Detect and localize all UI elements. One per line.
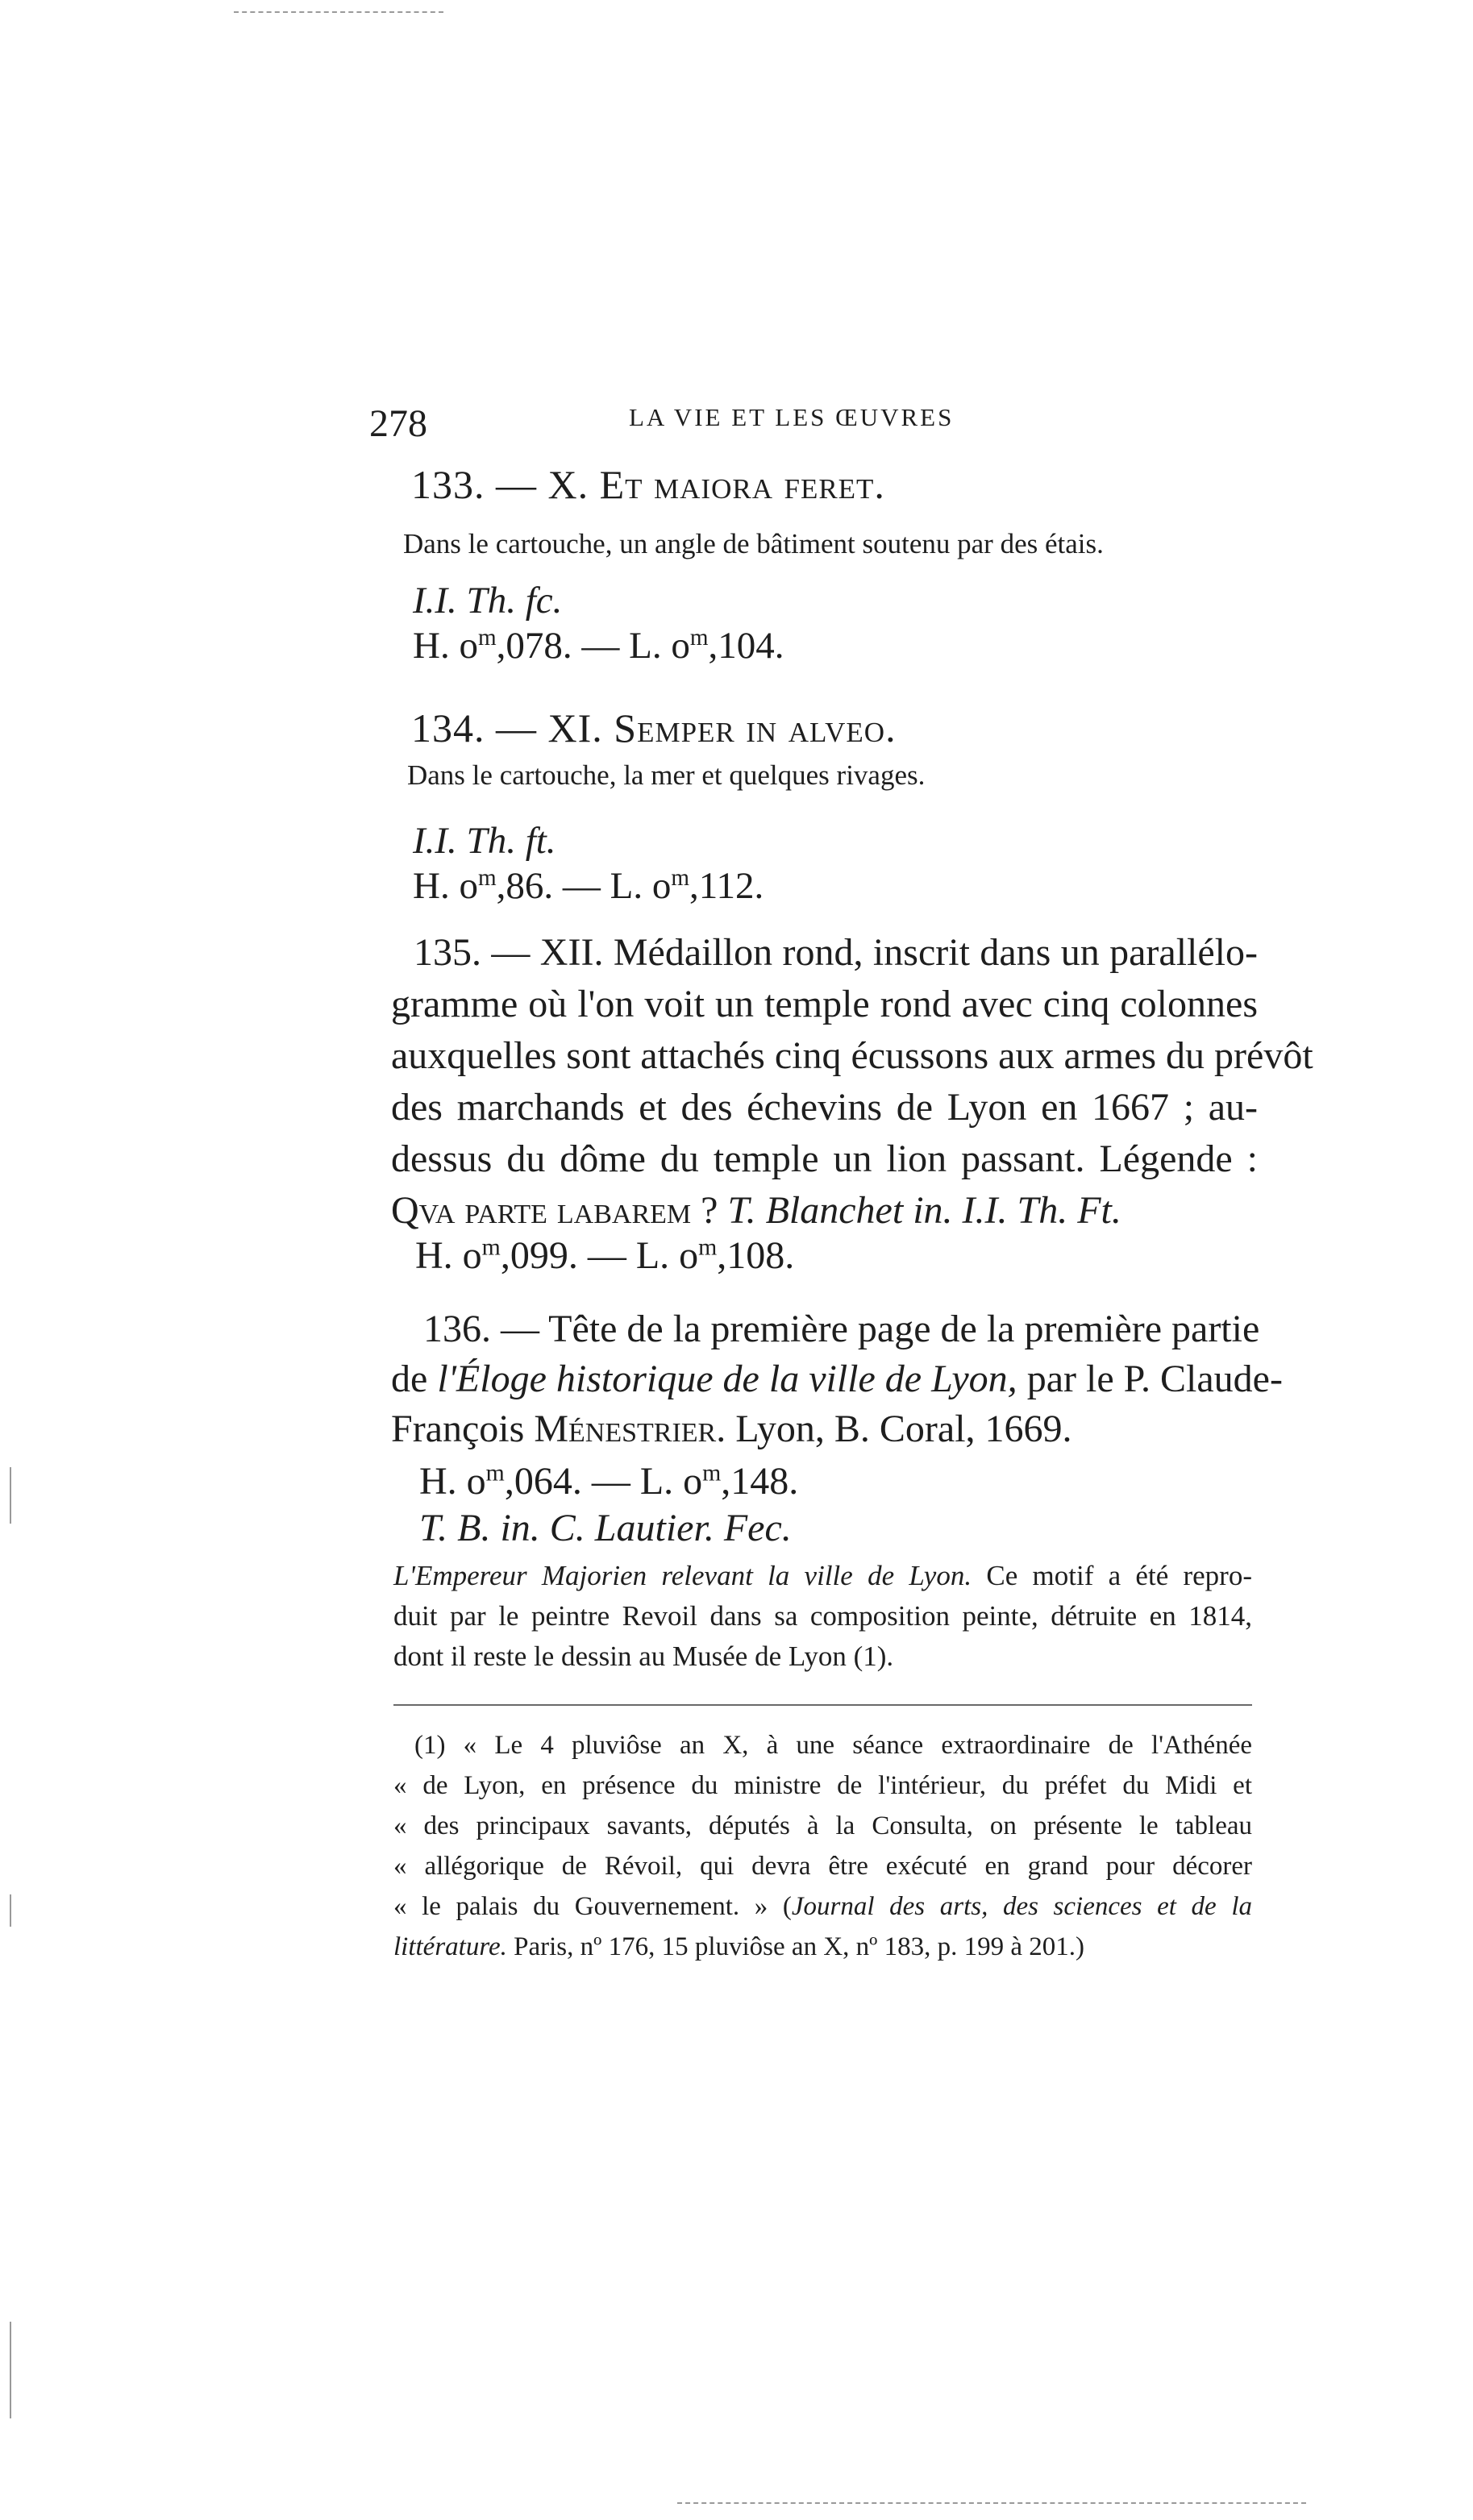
entry-136-note [393, 1556, 1252, 1677]
footnote-line: littérature. Paris, nº 176, 15 pluviôse an X, nº 183, p. 199 à 201.) [393, 1932, 1085, 1961]
entry-133-dimensions: H. $o^m,078$. — L. $o^m,104$. [413, 624, 784, 667]
left-margin-mark [10, 1467, 11, 1524]
entry-136-note-line: dont il reste le dessin au Musée de Lyon (1). [393, 1640, 894, 1672]
left-margin-mark [10, 1894, 11, 1927]
entry-motto: Et maiora feret. [599, 462, 885, 507]
footnote-separator [393, 1704, 1252, 1706]
entry-135-line: gramme où l'on voit un temple rond avec cinq colonnes [391, 983, 1258, 1025]
entry-134-description: Dans le cartouche, la mer et quelques rivages. [407, 759, 926, 791]
entry-136-note-line: L'Empereur Majorien relevant la ville de Lyon. Ce motif a été repro- [393, 1560, 1252, 1591]
entry-136-note-line: duit par le peintre Revoil dans sa composition peinte, détruite en 1814, [393, 1600, 1252, 1632]
entry-136-signature: T. B. in. C. Lautier. Fec. [419, 1507, 792, 1549]
footnote [393, 1725, 1252, 1967]
entry-136-line: François Ménestrier. Lyon, B. Coral, 1669. [391, 1408, 1072, 1450]
page-number: 278 [369, 402, 427, 445]
entry-135-paragraph [391, 927, 1313, 1237]
entry-motto: Semper in alveo. [614, 705, 897, 751]
entry-135-line: des marchands et des échevins de Lyon en 1667 ; au- [391, 1086, 1258, 1129]
entry-134-heading [411, 705, 897, 751]
entry-136-paragraph [391, 1304, 1283, 1454]
entry-134-signature: I.I. Th. ft. [413, 820, 556, 862]
entry-133-heading [411, 461, 885, 508]
entry-135-line: auxquelles sont attachés cinq écussons aux armes du prévôt [391, 1034, 1313, 1077]
entry-135-line: 135. — XII. Médaillon rond, inscrit dans un parallélo- [414, 931, 1258, 974]
footnote-line: « de Lyon, en présence du ministre de l'intérieur, du préfet du Midi et [393, 1771, 1252, 1800]
entry-133-description: Dans le cartouche, un angle de bâtiment soutenu par des étais. [403, 528, 1104, 559]
entry-133-signature: I.I. Th. fc. [413, 580, 563, 622]
entry-number: 133. — X. [411, 462, 589, 507]
footnote-line: « des principaux savants, députés à la Consulta, on présente le tableau [393, 1811, 1252, 1840]
entry-136-dimensions: H. $o^m,064$. — L. $o^m,148$. [419, 1459, 799, 1503]
entry-135-dimensions: H. $o^m,099$. — L. $o^m,108$. [415, 1233, 795, 1277]
left-margin-mark [10, 2322, 11, 2418]
running-title: LA VIE ET LES ŒUVRES [629, 403, 955, 431]
entry-136-line: de l'Éloge historique de la ville de Lyon, par le P. Claude- [391, 1358, 1283, 1400]
entry-number: 134. — XI. [411, 705, 603, 751]
entry-135-line: Qva parte labarem ? T. Blanchet in. I.I. Th. Ft. [391, 1189, 1121, 1232]
entry-136-line: 136. — Tête de la première page de la première partie [423, 1308, 1260, 1350]
bottom-scan-mark [677, 2502, 1306, 2504]
top-scan-mark [234, 11, 443, 13]
entry-135-line: dessus du dôme du temple un lion passant. Légende : [391, 1137, 1258, 1180]
footnote-line: « le palais du Gouvernement. » (Journal des arts, des sciences et de la [393, 1892, 1252, 1921]
footnote-line: « allégorique de Révoil, qui devra être exécuté en grand pour décorer [393, 1852, 1252, 1881]
entry-134-dimensions: H. $o^m,86$. — L. $o^m,112$. [413, 864, 764, 907]
footnote-line: (1) « Le 4 pluviôse an X, à une séance extraordinaire de l'Athénée [414, 1731, 1252, 1760]
